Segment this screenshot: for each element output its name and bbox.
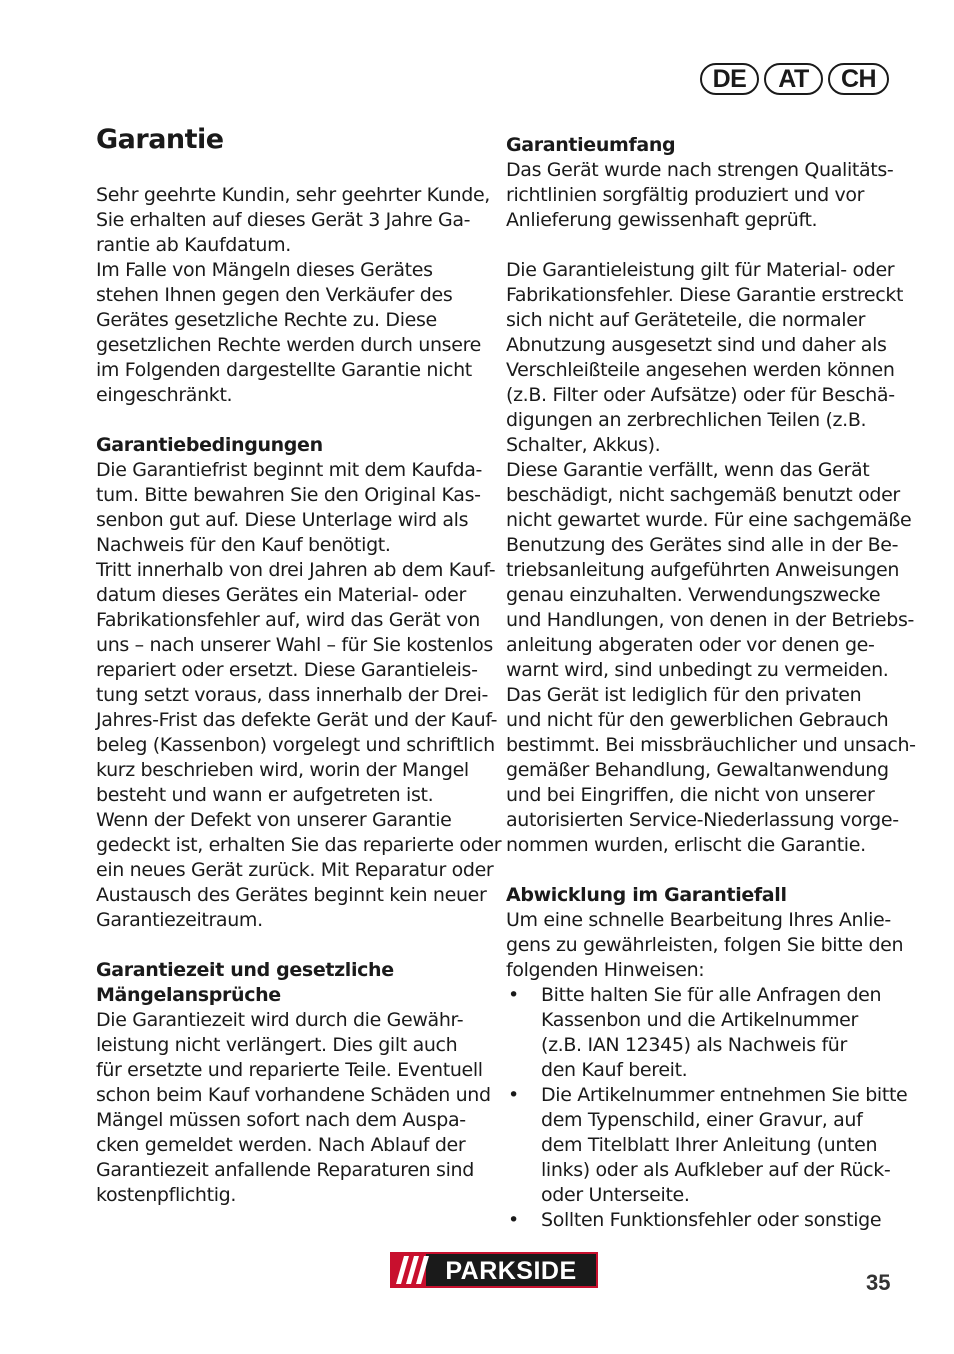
text-line: Bitte halten Sie für alle Anfragen den [541,984,882,1006]
bedingungen-paragraph-2 [96,558,498,808]
umfang-paragraph-3 [506,458,914,683]
text-line: Garantiezeitraum. [96,909,263,931]
text-line: Austausch des Gerätes beginnt kein neuer [96,884,487,906]
list-item [506,1208,896,1233]
bedingungen-paragraph-3 [96,808,502,933]
text-line: bestimmt. Bei missbräuchlicher und unsach- [506,734,916,756]
logo-wordmark: PARKSIDE [445,1257,577,1285]
text-line: uns – nach unserer Wahl – für Sie kostenlos [96,634,493,656]
text-line: Um eine schnelle Bearbeitung Ihres Anlie- [506,909,891,931]
text-line: Mängel müssen sofort nach dem Auspa- [96,1109,466,1131]
heading-line: Mängelansprüche [96,984,281,1006]
heading-garantiebedingungen: Garantiebedingungen [96,434,323,456]
text-line: links) oder als Aufkleber auf der Rück- [541,1159,891,1181]
left-column [96,183,502,1208]
text-line: Sehr geehrte Kundin, sehr geehrter Kunde, [96,184,490,206]
intro-paragraph-2 [96,258,486,408]
text-line: Benutzung des Gerätes sind alle in der Be- [506,534,899,556]
garantiezeit-paragraph [96,1008,491,1208]
text-line: Wenn der Defekt von unserer Garantie [96,809,452,831]
text-line: gesetzlichen Rechte werden durch unsere [96,334,481,356]
text-line: nicht gewartet wurde. Für eine sachgemäße [506,509,912,531]
abwicklung-intro [506,908,904,983]
text-line: Die Garantiezeit wird durch die Gewähr- [96,1009,464,1031]
text-line: (z.B. IAN 12345) als Nachweis für [541,1034,847,1056]
text-line: Fabrikationsfehler auf, wird das Gerät von [96,609,480,631]
text-line: Gerätes gesetzliche Rechte zu. Diese [96,309,437,331]
text-line: Sollten Funktionsfehler oder sonstige [541,1209,882,1231]
text-line: im Folgenden dargestellte Garantie nicht [96,359,472,381]
text-line: Das Gerät wurde nach strengen Qualitäts- [506,159,894,181]
text-line: stehen Ihnen gegen den Verkäufer des [96,284,453,306]
text-line: Kassenbon und die Artikelnummer [541,1009,858,1031]
list-item [506,983,896,1083]
text-line: Die Garantieleistung gilt für Material- oder [506,259,895,281]
country-badges [700,63,889,95]
bullet-icon: • [508,1084,519,1106]
text-line: gedeckt ist, erhalten Sie das reparierte oder [96,834,502,856]
umfang-paragraph-1 [506,158,896,233]
badge-ch: CH [828,63,889,95]
text-line: Im Falle von Mängeln dieses Gerätes [96,259,433,281]
text-line: Verschleißteile angesehen werden können [506,359,895,381]
text-line: dem Titelblatt Ihrer Anleitung (unten [541,1134,878,1156]
text-line: oder Unterseite. [541,1184,690,1206]
heading-abwicklung: Abwicklung im Garantiefall [506,884,787,906]
text-line: anleitung abgeraten oder vor denen ge- [506,634,875,656]
heading-garantieumfang: Garantieumfang [506,134,676,156]
text-line: sich nicht auf Geräteteile, die normaler [506,309,866,331]
text-line: repariert oder ersetzt. Diese Garantieleis- [96,659,478,681]
right-column [506,133,916,1233]
text-line: dem Typenschild, einer Gravur, auf [541,1109,863,1131]
bullet-icon: • [508,1209,519,1231]
text-line: kostenpflichtig. [96,1184,237,1206]
text-line: beleg (Kassenbon) vorgelegt und schriftlich [96,734,495,756]
text-line: richtlinien sorgfältig produziert und vor [506,184,865,206]
text-line: Diese Garantie verfällt, wenn das Gerät [506,459,870,481]
text-line: den Kauf bereit. [541,1059,688,1081]
bedingungen-paragraph-1 [96,458,486,558]
text-line: Fabrikationsfehler. Diese Garantie erstreckt [506,284,904,306]
text-line: Anlieferung gewissenhaft geprüft. [506,209,818,231]
text-line: senbon gut auf. Diese Unterlage wird als [96,509,469,531]
text-line: Nachweis für den Kauf benötigt. [96,534,391,556]
umfang-paragraph-2 [506,258,904,458]
text-line: gemäßer Behandlung, Gewaltanwendung [506,759,889,781]
badge-de: DE [700,63,759,95]
text-line: nommen wurden, erlischt die Garantie. [506,834,866,856]
text-line: Garantiezeit anfallende Reparaturen sind [96,1159,474,1181]
text-line: und nicht für den gewerblichen Gebrauch [506,709,889,731]
heading-line: Garantiezeit und gesetzliche [96,959,394,981]
text-line: eingeschränkt. [96,384,233,406]
parkside-logo [390,1252,598,1288]
text-line: beschädigt, nicht sachgemäß benutzt oder [506,484,900,506]
page-title: Garantie [96,124,224,155]
text-line: für ersetzte und reparierte Teile. Eventuell [96,1059,483,1081]
intro-paragraph-1 [96,183,490,258]
text-line: tum. Bitte bewahren Sie den Original Kas- [96,484,481,506]
text-line: Die Garantiefrist beginnt mit dem Kaufda- [96,459,483,481]
text-line: Schalter, Akkus). [506,434,661,456]
text-line: Die Artikelnummer entnehmen Sie bitte [541,1084,908,1106]
text-line: genau einzuhalten. Verwendungszwecke [506,584,881,606]
umfang-paragraph-4 [506,683,916,858]
text-line: gens zu gewährleisten, folgen Sie bitte den [506,934,904,956]
list-item [506,1083,908,1208]
text-line: Das Gerät ist lediglich für den privaten [506,684,862,706]
text-line: besteht und wann er aufgetreten ist. [96,784,434,806]
text-line: tung setzt voraus, dass innerhalb der Drei- [96,684,489,706]
text-line: datum dieses Gerätes ein Material- oder [96,584,466,606]
text-line: Sie erhalten auf dieses Gerät 3 Jahre Ga- [96,209,471,231]
text-line: leistung nicht verlängert. Dies gilt auch [96,1034,458,1056]
text-line: folgenden Hinweisen: [506,959,705,981]
text-line: ein neues Gerät zurück. Mit Reparatur oder [96,859,494,881]
text-line: schon beim Kauf vorhandene Schäden und [96,1084,491,1106]
text-line: kurz beschrieben wird, worin der Mangel [96,759,469,781]
heading-garantiezeit [96,958,486,1008]
text-line: und Handlungen, von denen in der Betriebs- [506,609,914,631]
text-line: und bei Eingriffen, die nicht von unserer [506,784,875,806]
text-line: (z.B. Filter oder Aufsätze) oder für Beschä- [506,384,895,406]
text-line: Jahres-Frist das defekte Gerät und der Kauf- [96,709,498,731]
text-line: triebsanleitung aufgeführten Anweisungen [506,559,900,581]
page-number: 35 [866,1270,891,1295]
text-line: Abnutzung ausgesetzt sind und daher als [506,334,887,356]
text-line: rantie ab Kaufdatum. [96,234,291,256]
text-line: cken gemeldet werden. Nach Ablauf der [96,1134,466,1156]
text-line: Tritt innerhalb von drei Jahren ab dem Kauf- [96,559,496,581]
bullet-icon: • [508,984,519,1006]
badge-at: AT [764,63,823,95]
text-line: warnt wird, sind unbedingt zu vermeiden. [506,659,889,681]
text-line: autorisierten Service-Niederlassung vorge- [506,809,899,831]
text-line: digungen an zerbrechlichen Teilen (z.B. [506,409,867,431]
